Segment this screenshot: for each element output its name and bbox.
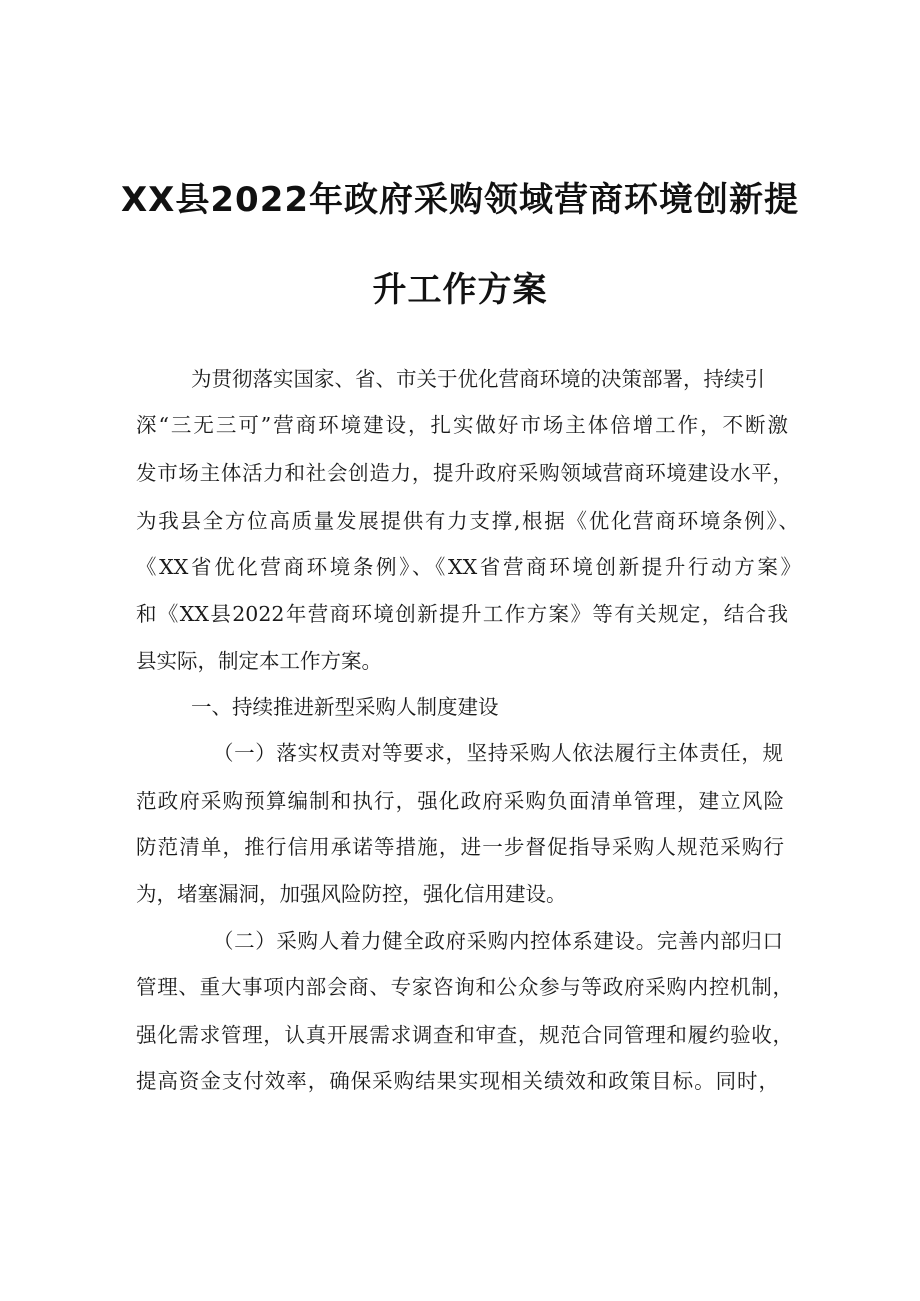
paragraph-line: 发市场主体活力和社会创造力，提升政府采购领域营商环境建设水平， [136,461,793,485]
paragraph-line: （二）采购人着力健全政府采购内控体系建设。完善内部归口 [213,929,783,953]
section-heading: 一、持续推进新型采购人制度建设 [191,695,499,719]
paragraph-line: （一）落实权责对等要求，坚持采购人依法履行主体责任，规 [213,741,783,765]
paragraph-line: 为，堵塞漏洞，加强风险防控，强化信用建设。 [136,882,567,906]
paragraph-line: 为贯彻落实国家、省、市关于优化营商环境的决策部署，持续引 [191,367,765,391]
paragraph-line: 深“三无三可”营商环境建设，扎实做好市场主体倍增工作，不断激 [136,413,788,437]
document-title-line-2: 升工作方案 [372,270,548,310]
paragraph-line: 范政府采购预算编制和执行，强化政府采购负面清单管理，建立风险 [136,789,784,813]
paragraph-line: 提高资金支付效率，确保采购结果实现相关绩效和政策目标。同时， [136,1069,779,1093]
paragraph-line: 和《XX县2022年营商环境创新提升工作方案》等有关规定，结合我 [136,602,788,626]
paragraph-line: 防范清单，推行信用承诺等措施，进一步督促指导采购人规范采购行 [136,835,784,859]
paragraph-line: 强化需求管理，认真开展需求调查和审查，规范合同管理和履约验收， [136,1023,793,1047]
paragraph-line: 为我县全方位高质量发展提供有力支撑,根据《优化营商环境条例》、 [136,509,799,533]
paragraph-line: 管理、重大事项内部会商、专家咨询和公众参与等政府采购内控机制， [136,975,793,999]
paragraph-line: 《XX省优化营商环境条例》、《XX省营商环境创新提升行动方案》 [136,555,801,579]
paragraph-line: 县实际，制定本工作方案。 [136,649,382,673]
document-title-line-1: XX县2022年政府采购领域营商环境创新提 [120,180,800,220]
